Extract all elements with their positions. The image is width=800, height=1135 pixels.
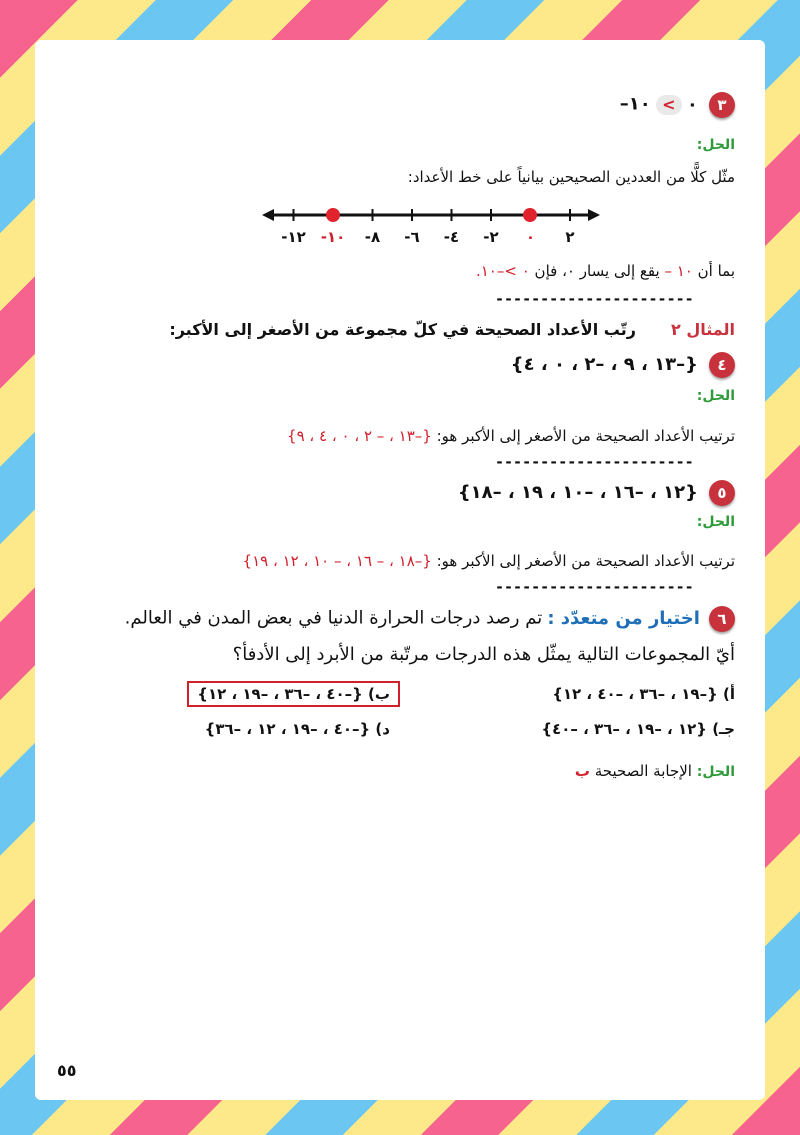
q3-intro: مثّل كلًّا من العددين الصحيحين بيانياً على خط الأعداد: xyxy=(407,168,735,186)
number-line-tick-label: -٦ xyxy=(404,228,420,246)
q5-row xyxy=(458,480,735,506)
q3-solution-label: الحل: xyxy=(696,137,735,153)
page-sheet xyxy=(35,40,765,1100)
q5-answer-prefix: ترتيب الأعداد الصحيحة من الأصغر إلى الأكبر هو: xyxy=(436,552,735,570)
q3-comparison-symbol: > xyxy=(656,95,682,115)
q6-answer-row xyxy=(575,762,735,780)
q3-right-value: –١٠ xyxy=(619,93,651,115)
q3-left-value: ٠ xyxy=(686,93,698,115)
q6-stem: تم رصد درجات الحرارة الدنيا في بعض المدن في العالم. xyxy=(124,607,543,629)
q6-answer-prefix: الإجابة الصحيحة xyxy=(594,762,692,780)
separator-3: ---------------------- xyxy=(495,578,694,596)
q3-conclusion-b: يقع إلى يسار ٠، فإن xyxy=(534,262,660,280)
q5-solution-label: الحل: xyxy=(696,514,735,530)
q4-solution-label: الحل: xyxy=(696,388,735,404)
q4-set: {–١٣ ، ٩ ، –٢ ، ٠ ، ٤} xyxy=(510,353,698,375)
q6-option-b[interactable]: ب) {–٤٠ ، –٣٦ ، –١٩ ، ١٢} xyxy=(187,681,400,707)
q6-number-badge: ٦ xyxy=(709,606,735,632)
q4-row xyxy=(511,352,735,378)
q4-answer: {–١٣ ، – ٢ ، ٠ ، ٤ ، ٩} xyxy=(287,427,432,445)
page-number: ٥٥ xyxy=(57,1061,77,1080)
q3-conclusion-result: ٠ >–١٠. xyxy=(475,262,530,280)
q3-number-badge: ٣ xyxy=(709,92,735,118)
q4-answer-prefix: ترتيب الأعداد الصحيحة من الأصغر إلى الأكبر هو: xyxy=(436,427,735,445)
q6-solution-label: الحل: xyxy=(696,764,735,780)
number-line-tick-label: -٢ xyxy=(483,228,499,246)
q5-answer-row xyxy=(243,552,735,570)
q6-title: اختيار من متعدّد : xyxy=(547,607,700,629)
number-line-tick-label: ٢ xyxy=(565,228,575,246)
number-line-right-arrow xyxy=(588,209,600,221)
q6-answer: ب xyxy=(574,762,590,780)
example2-instruction: رتّب الأعداد الصحيحة في كلّ مجموعة من الأصغر إلى الأكبر: xyxy=(169,320,636,339)
number-line-tick-label: -٤ xyxy=(443,228,460,246)
number-line-left-arrow xyxy=(262,209,274,221)
separator-1: ---------------------- xyxy=(495,290,694,308)
number-line-tick-label: ٠ xyxy=(525,228,536,246)
q3-row xyxy=(620,92,735,118)
q3-conclusion-a: بما أن xyxy=(697,262,735,280)
q6-question: أيّ المجموعات التالية يمثّل هذه الدرجات مرتّبة من الأبرد إلى الأدفأ؟ xyxy=(232,644,735,665)
q6-option-d[interactable]: د) {–٤٠ ، –١٩ ، ١٢ ، –٣٦} xyxy=(204,720,390,738)
example2-header xyxy=(169,320,735,339)
q6-option-c[interactable]: جـ) {١٢ ، –١٩ ، –٣٦ ، –٤٠} xyxy=(541,720,735,738)
q5-number-badge: ٥ xyxy=(709,480,735,506)
q3-conclusion-neg10: – ١٠ xyxy=(664,262,693,280)
q3-conclusion xyxy=(476,262,735,280)
number-line-tick-label: -١٢ xyxy=(281,228,306,246)
q5-answer: {–١٨ ، – ١٦ ، – ١٠ ، ١٢ ، ١٩} xyxy=(242,552,432,570)
separator-2: ---------------------- xyxy=(495,453,694,471)
number-line-tick-label: -٨ xyxy=(364,228,381,246)
q6-option-a[interactable]: أ) {–١٩ ، –٣٦ ، –٤٠ ، ١٢} xyxy=(552,685,735,703)
page-content xyxy=(35,40,765,1100)
number-line-point-neg10 xyxy=(326,208,340,222)
example2-label: المثال ٢ xyxy=(671,320,735,339)
q5-set: {١٢ ، –١٦ ، –١٠ ، ١٩ ، –١٨} xyxy=(457,481,698,503)
q6-row xyxy=(125,606,735,632)
number-line xyxy=(260,200,605,248)
number-line-tick-label: -١٠ xyxy=(320,228,346,246)
q4-answer-row xyxy=(287,427,735,445)
q4-number-badge: ٤ xyxy=(709,352,735,378)
number-line-point-zero xyxy=(523,208,537,222)
